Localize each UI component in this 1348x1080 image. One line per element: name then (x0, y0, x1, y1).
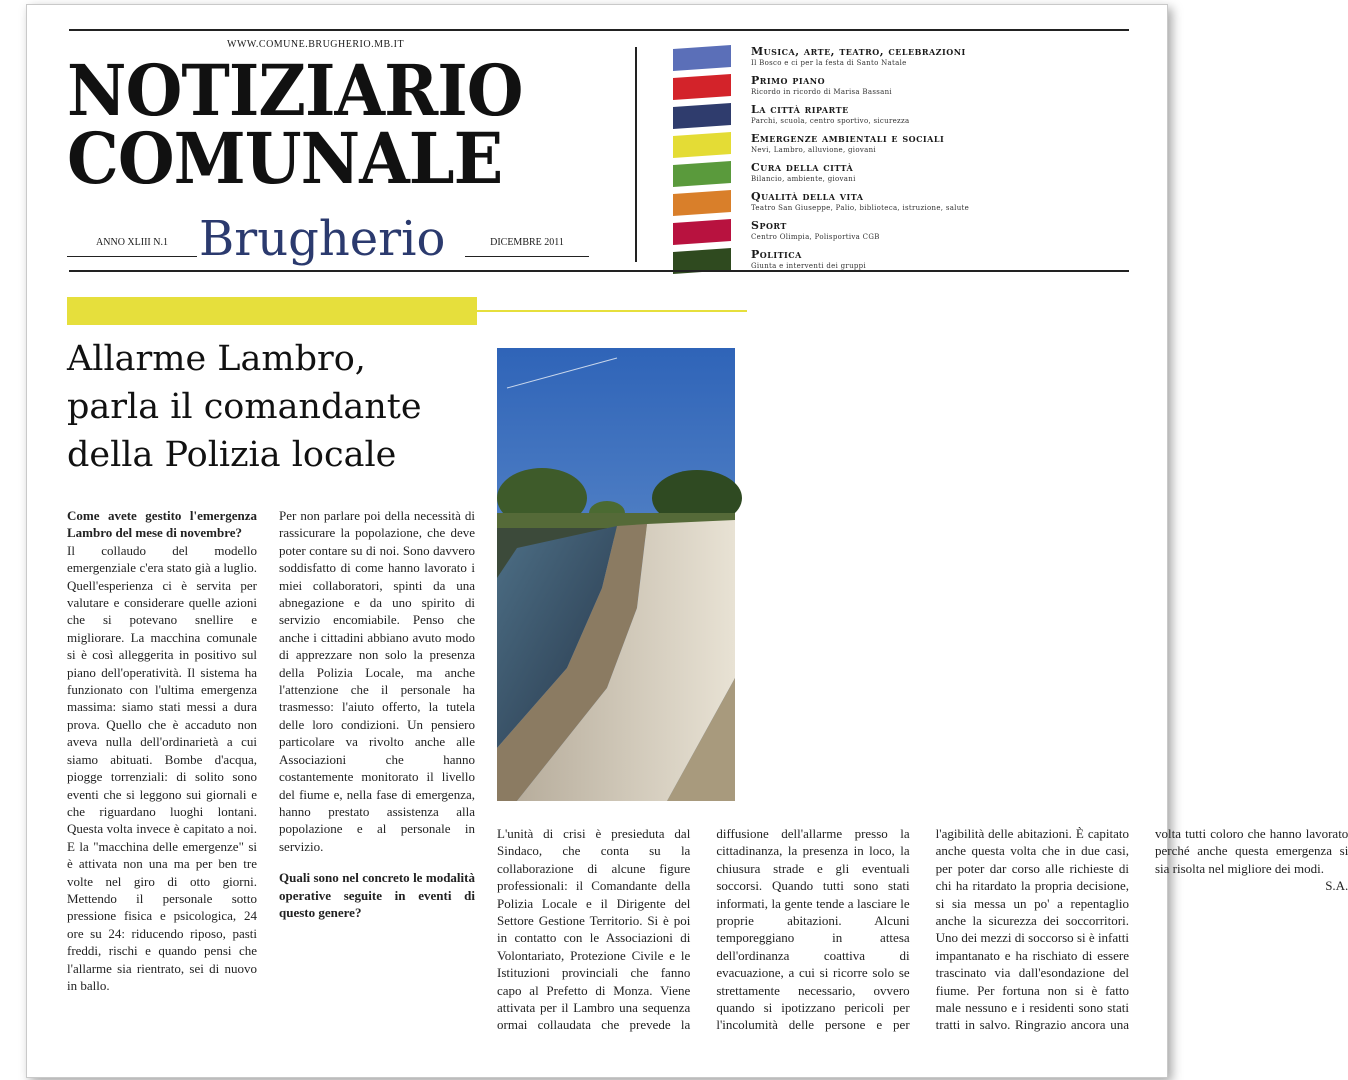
index-subtitle: Centro Olimpia, Polisportiva CGB (751, 233, 880, 241)
index-color-bar (673, 103, 731, 129)
index-subtitle: Parchi, scuola, centro sportivo, sicurezza (751, 117, 910, 125)
index-item-primo-piano (673, 74, 1093, 102)
index-subtitle: Teatro San Giuseppe, Palio, biblioteca, istruzione, salute (751, 204, 970, 212)
index-color-bar (673, 161, 731, 187)
interview-answer: L'unità di crisi è presieduta dal Sindaco, che conta su la collaborazione di alcune figure professionali: il Comandante della Polizia Locale e il Dirigente del Settore Gestione Territorio. Si è poi in contatto con le Associazioni di Volontariato, Protezione Civile e le Istituzioni provinciali che fanno capo al Prefetto di Monza. Viene attivata per il Lambro una sequenza ormai collaudata che prevede la diffusione dell'allarme presso la cittadinanza, la presenza in loco, la chiusura strade e gli eventuali soccorsi. Quando tutti sono stati informati, la gente tende a lasciare le proprie abitazioni. Alcuni temporeggiano in attesa dell'ordinanza coattiva di evacuazione, a cui si ricorre solo se strettamente necessario, ovvero quando si ipotizzano pericoli per l'incolumità delle persone e per l'agibilità delle abitazioni. È capitato anche questa volta che in due casi, per poter dar corso alle richieste di chi ha ritardato la propria decisione, si sia messa un po' a repentaglio anche la sicurezza dei soccorritori. Uno dei mezzi di soccorso si è infatti impantanato e ha rischiato di essere trascinato via dall'esondazione del fiume. Per fortuna non si è fatto male nessuno e i residenti sono stati tratti in salvo. Ringrazio ancora una volta tutti coloro che hanno lavorato perché anche questa emergenza si sia risolta nel migliore dei modi. (497, 826, 1348, 1033)
yellow-section-bar (67, 297, 477, 325)
index-item-emergenze (673, 132, 1093, 160)
masthead-divider (635, 47, 637, 262)
index-color-bar (673, 190, 731, 216)
issue-number: ANNO XLIII N.1 (67, 237, 197, 257)
index-subtitle: Il Bosco e ci per la festa di Santo Natale (751, 59, 907, 67)
index-subtitle: Nevi, Lambro, alluvione, giovani (751, 146, 876, 154)
author-signature: S.A. (1325, 878, 1348, 894)
index-title: Cura della città (751, 161, 854, 174)
city-name: Brugherio (199, 211, 446, 267)
river-photo (497, 348, 735, 801)
index-item-citta (673, 103, 1093, 131)
index-title: Sport (751, 219, 787, 232)
index-color-bar (673, 219, 731, 245)
index-subtitle: Bilancio, ambiente, giovani (751, 175, 856, 183)
index-item-cura (673, 161, 1093, 189)
interview-question: Come avete gestito l'emergenza Lambro del mese di novembre? (67, 508, 257, 541)
masthead-bottom-rule (69, 270, 1129, 272)
article-column-1 (67, 507, 257, 994)
issue-date: DICEMBRE 2011 (465, 237, 589, 257)
index-item-musica (673, 45, 1093, 73)
index-item-qualita (673, 190, 1093, 218)
masthead-title-line2: COMUNALE (67, 117, 503, 200)
masthead-title-line1: NOTIZIARIO (67, 49, 523, 132)
headline-line: parla il comandante (67, 387, 422, 427)
yellow-section-line (477, 310, 747, 312)
masthead-title (67, 49, 523, 200)
interview-answer: Il collaudo del modello emergenziale c'era stato già a luglio. Quell'esperienza ci è servita per valutare e considerare quelle azioni che si potevano snellire e migliorare. La macchina comunale si è così alleggerita in positivo sul piano dell'operatività. Il sistema ha funzionato con l'ultima emergenza massima: siamo stati messi a dura prova. Quello che è accaduto non aveva nulla dell'ordinarietà a cui siamo abituati. Bombe d'acqua, piogge torrenziali: di solito sono eventi che si leggono sui giornali e che riguardano luoghi lontani. Questa volta invece è capitato a noi. E la "macchina delle emergenze" si è attivata non una ma per ben tre volte nel giro di otto giorni. Mettendo il personale sotto pressione fisica e psicologica, 24 ore su 24: riducendo riposo, pasti freddi, rischi e quando pensi che l'allarme sia rientrato, sei di nuovo in ballo. (67, 542, 257, 993)
index-title: La città riparte (751, 103, 849, 116)
website-url: WWW.COMUNE.BRUGHERIO.MB.IT (227, 39, 405, 50)
index-title: Qualità della vita (751, 190, 864, 203)
index-color-bar (673, 45, 731, 71)
index-title: Politica (751, 248, 802, 261)
headline-line: della Polizia locale (67, 435, 397, 475)
index-item-sport (673, 219, 1093, 247)
interview-question: Quali sono nel concreto le modalità operative seguite in eventi di questo genere? (279, 870, 475, 920)
index-subtitle: Ricordo in ricordo di Marisa Bassani (751, 88, 892, 96)
interview-answer-continued: Per non parlare poi della necessità di rassicurare la popolazione, che deve poter contare su di noi. Sono davvero soddisfatto di come hanno lavorato i miei collaboratori, spinti da una abnegazione e da uno spirito di servizio encomiabile. Penso che anche i cittadini abbiano avuto modo di apprezzare non solo la presenza della Polizia Locale, ma anche l'attenzione che il personale ha trasmesso: l'aiuto offerto, la tutela delle loro condizioni. Un pensiero particolare va rivolto anche alle Associazioni che hanno costantemente monitorato il livello del fiume e, nella fase di emergenza, hanno prestato assistenza alla popolazione e al personale in servizio. (279, 508, 475, 854)
index-title: Emergenze ambientali e sociali (751, 132, 945, 145)
top-rule (69, 29, 1129, 31)
index-subtitle: Giunta e interventi dei gruppi (751, 262, 866, 270)
index-color-bar (673, 74, 731, 100)
article-columns-3-5 (497, 825, 1348, 1045)
index-title: Primo piano (751, 74, 826, 87)
index-color-bar (673, 132, 731, 158)
index-title: Musica, arte, teatro, celebrazioni (751, 45, 966, 58)
newspaper-page (26, 4, 1348, 1078)
article-column-2 (279, 507, 475, 921)
headline-line: Allarme Lambro, (67, 339, 366, 379)
article-headline (67, 335, 422, 479)
